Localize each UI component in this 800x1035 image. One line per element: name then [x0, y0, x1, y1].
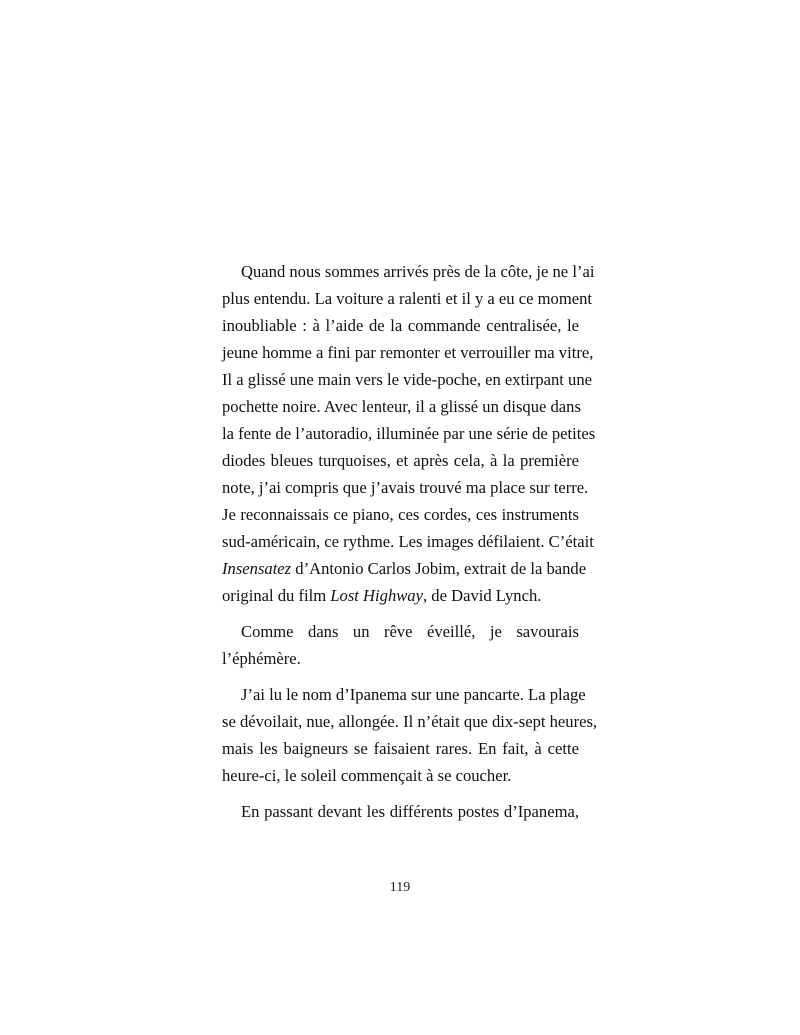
- text-line: [222, 582, 579, 609]
- text-line: [222, 762, 579, 789]
- text-segment: d’Antonio Carlos Jobim, extrait de la bande: [291, 559, 587, 578]
- body-text: [222, 258, 598, 834]
- text-line: [222, 393, 579, 420]
- text-segment: original du film: [222, 586, 331, 605]
- italic-title: Lost Highway: [330, 586, 423, 605]
- text-segment: se dévoilait, nue, allongée. Il n’était que dix-sept heures,: [222, 712, 598, 731]
- text-line: [222, 447, 579, 474]
- text-segment: plus entendu. La voiture a ralenti et il y a eu ce moment: [222, 289, 593, 308]
- text-line: [222, 681, 586, 708]
- italic-title: Insensatez: [222, 559, 292, 578]
- text-line: [222, 528, 594, 555]
- paragraph: [222, 798, 579, 825]
- paragraph: [222, 681, 598, 789]
- text-segment: jeune homme a fini par remonter et verrouiller ma vitre,: [222, 343, 594, 362]
- page-number: 119: [389, 880, 411, 895]
- text-segment: J’ai lu le nom d’Ipanema sur une pancarte. La plage: [241, 685, 586, 704]
- text-line: [222, 420, 596, 447]
- text-segment: l’éphémère.: [222, 649, 301, 668]
- text-line: [222, 735, 579, 762]
- text-line: [222, 618, 579, 645]
- text-line: [222, 339, 594, 366]
- text-segment: pochette noire. Avec lenteur, il a glissé un disque dans: [222, 397, 581, 416]
- text-segment: heure-ci, le soleil commençait à se coucher.: [222, 766, 512, 785]
- text-segment: inoubliable : à l’aide de la commande centralisée, le: [222, 316, 579, 335]
- text-segment: note, j’ai compris que j’avais trouvé ma place sur terre.: [222, 478, 589, 497]
- text-line: [222, 312, 579, 339]
- text-line: [222, 285, 593, 312]
- text-line: [222, 645, 579, 672]
- text-segment: mais les baigneurs se faisaient rares. En fait, à cette: [222, 739, 579, 758]
- text-line: [222, 555, 587, 582]
- text-segment: diodes bleues turquoises, et après cela, à la première: [222, 451, 579, 470]
- text-line: [222, 708, 598, 735]
- text-line: [222, 258, 595, 285]
- text-segment: Il a glissé une main vers le vide-poche, en extirpant une: [222, 370, 593, 389]
- text-line: [222, 798, 579, 825]
- text-line: [222, 501, 579, 528]
- text-segment: la fente de l’autoradio, illuminée par une série de petites: [222, 424, 596, 443]
- text-segment: , de David Lynch.: [422, 586, 542, 605]
- text-line: [222, 366, 593, 393]
- text-segment: Quand nous sommes arrivés près de la côte, je ne l’ai: [241, 262, 595, 281]
- text-segment: En passant devant les différents postes d’Ipanema,: [241, 802, 579, 821]
- text-segment: sud-américain, ce rythme. Les images défilaient. C’était: [222, 532, 594, 551]
- paragraph: [222, 618, 579, 672]
- paragraph: [222, 258, 596, 609]
- text-segment: Je reconnaissais ce piano, ces cordes, ces instruments: [222, 505, 579, 524]
- text-segment: Comme dans un rêve éveillé, je savourais: [241, 622, 579, 641]
- text-line: [222, 474, 589, 501]
